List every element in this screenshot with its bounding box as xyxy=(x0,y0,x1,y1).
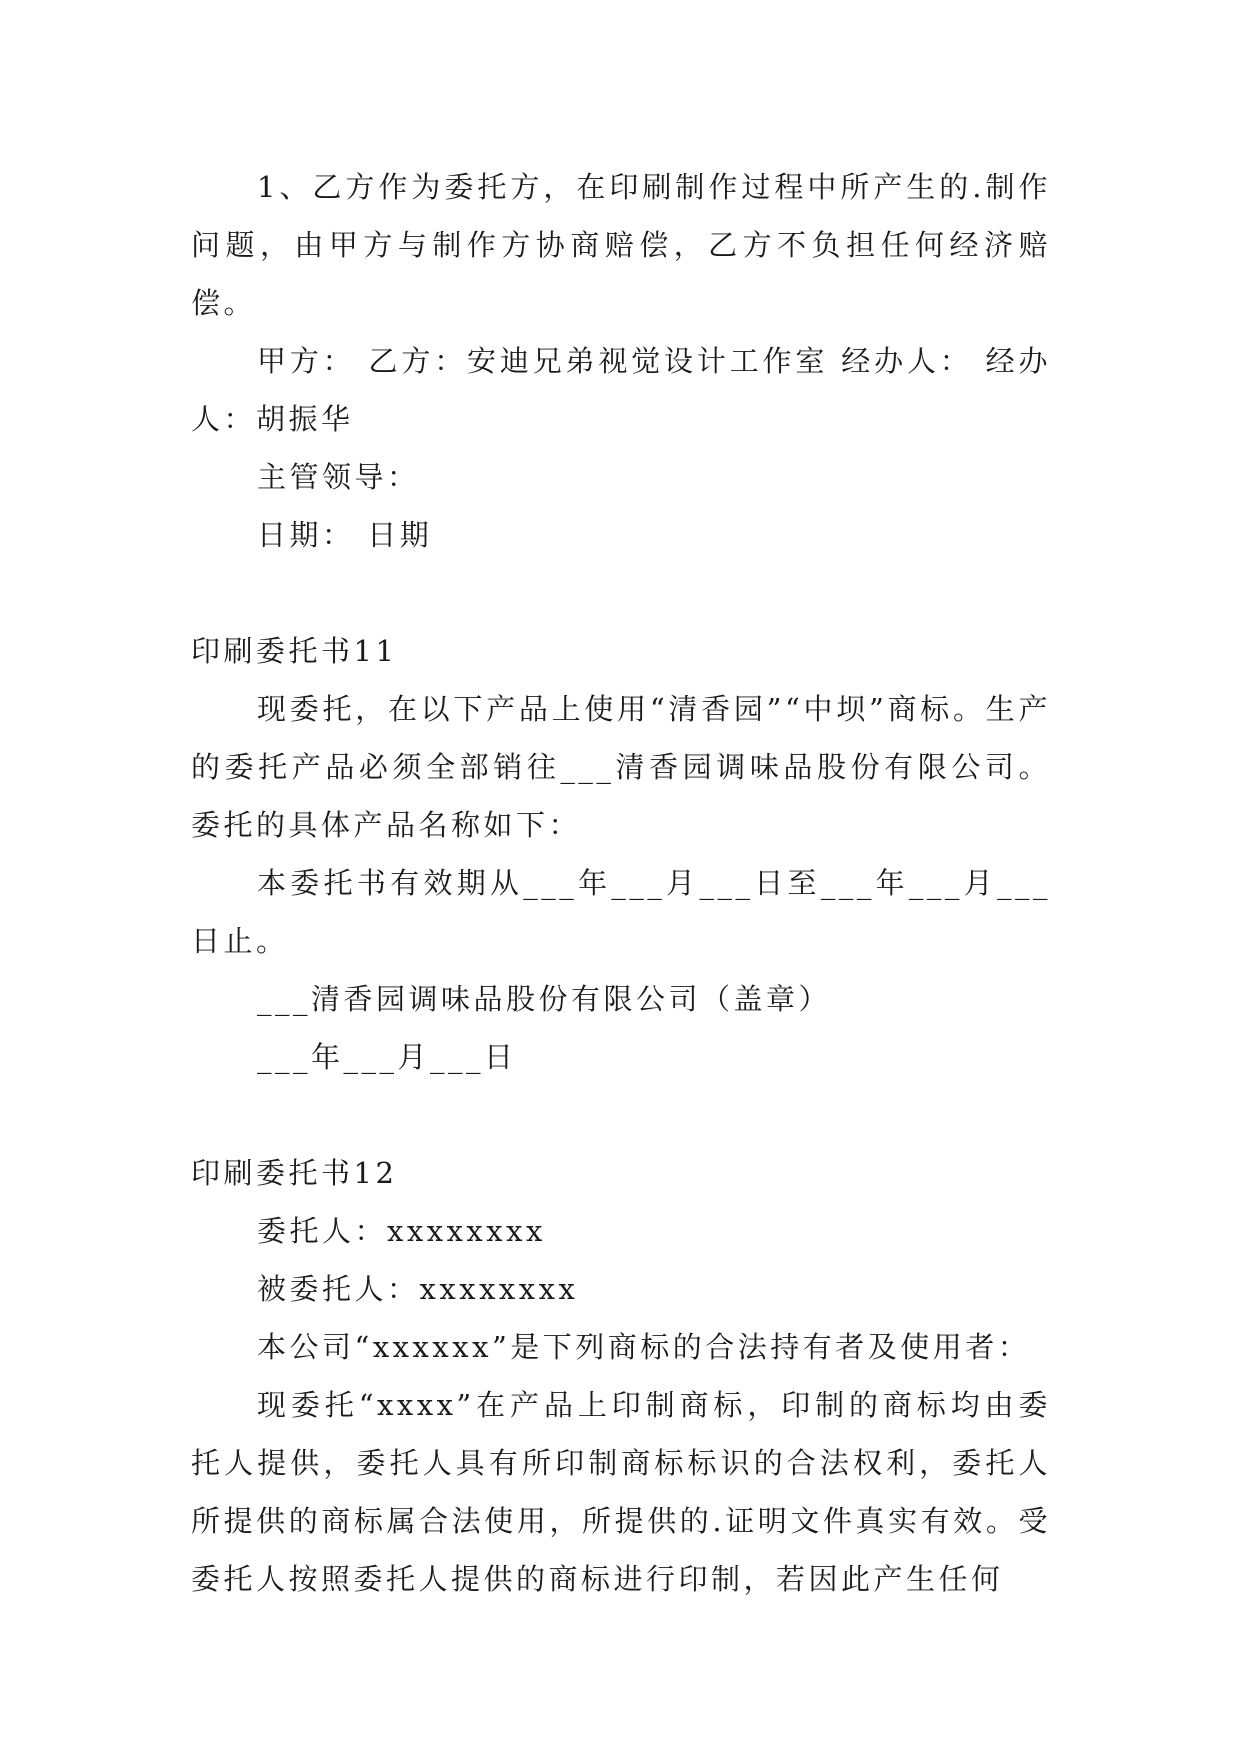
section-12-title: 印刷委托书12 xyxy=(191,1156,398,1190)
section-11-validity: 本委托书有效期从___年___月___日至___年___月___日止。 xyxy=(191,866,1051,958)
document-body xyxy=(191,158,1051,1608)
section-gap xyxy=(191,1086,1051,1144)
date-line: 日期： 日期 xyxy=(257,518,433,552)
supervisor-line: 主管领导： xyxy=(257,460,420,494)
signature-parties: 甲方： 乙方：安迪兄弟视觉设计工作室 经办人： 经办人：胡振华 xyxy=(191,344,1051,436)
section-12-statement: 本公司“xxxxxx”是下列商标的合法持有者及使用者： xyxy=(257,1330,1031,1364)
section-12-paragraph-1: 现委托“xxxx”在产品上印制商标，印制的商标均由委托人提供，委托人具有所印制商标标识的合法权利，委托人所提供的商标属合法使用，所提供的.证明文件真实有效。受委托人按照委托人提供的商标进行印制，若因此产生任何 xyxy=(191,1388,1051,1596)
section-11-date: ___年___月___日 xyxy=(257,1040,517,1074)
section-11-paragraph-1: 现委托，在以下产品上使用“清香园”“中坝”商标。生产的委托产品必须全部销往___清香园调味品股份有限公司。委托的具体产品名称如下： xyxy=(191,692,1051,842)
section-gap xyxy=(191,564,1051,622)
section-12-agent: 被委托人：xxxxxxxx xyxy=(257,1272,579,1306)
clause-1: 1、乙方作为委托方，在印刷制作过程中所产生的.制作问题，由甲方与制作方协商赔偿，乙方不负担任何经济赔偿。 xyxy=(191,170,1051,320)
section-11-title: 印刷委托书11 xyxy=(191,634,398,668)
section-11-company-seal: ___清香园调味品股份有限公司（盖章） xyxy=(257,982,832,1016)
section-12-principal: 委托人：xxxxxxxx xyxy=(257,1214,546,1248)
